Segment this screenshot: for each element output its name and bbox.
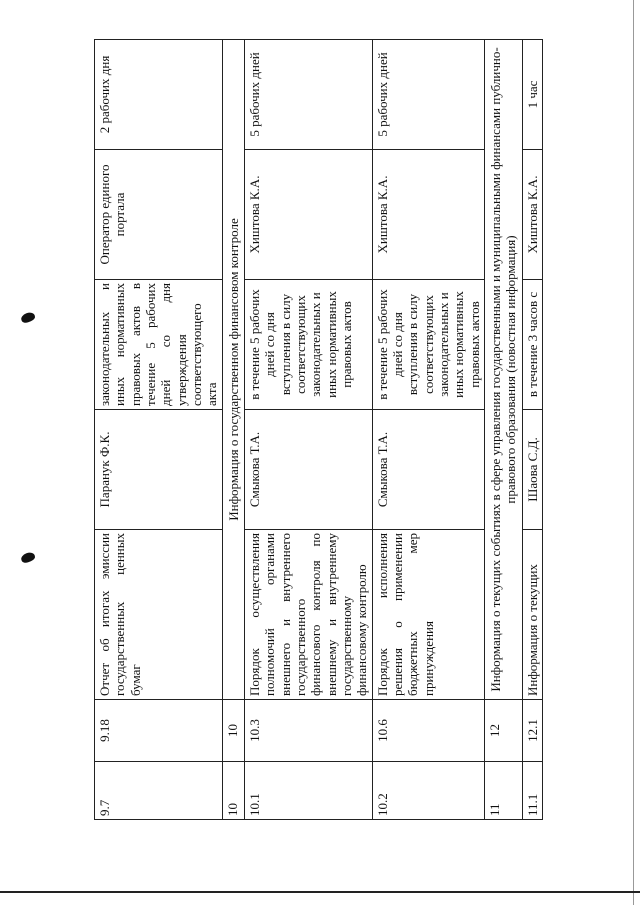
section-row bbox=[222, 40, 244, 820]
item-code: 10.3 bbox=[244, 700, 372, 762]
item-code: 9.18 bbox=[95, 700, 223, 762]
row-number: 11.1 bbox=[522, 762, 542, 820]
publisher: Хиштова К.А. bbox=[522, 150, 542, 280]
publisher: Хиштова К.А. bbox=[244, 150, 372, 280]
item-title: Отчет об итогах эмиссии государственных ценных бумаг bbox=[95, 530, 223, 700]
page-bottom-line bbox=[0, 891, 640, 893]
row-number: 9.7 bbox=[95, 762, 223, 820]
publisher: Хиштова К.А. bbox=[372, 150, 484, 280]
publish-period: 2 рабочих дня bbox=[95, 40, 223, 150]
row-number: 10.2 bbox=[372, 762, 484, 820]
deadline: в течение 5 рабочих дней со дня вступления в силу соответствующих законодательных и иных нормативных правовых актов bbox=[372, 280, 484, 410]
deadline: в течение 3 часов с bbox=[522, 280, 542, 410]
publisher: Оператор единого портала bbox=[95, 150, 223, 280]
publish-period: 5 рабочих дней bbox=[372, 40, 484, 150]
table-row bbox=[372, 40, 484, 820]
table-row bbox=[244, 40, 372, 820]
page-edge-line bbox=[633, 0, 634, 905]
disclosure-table bbox=[94, 39, 543, 820]
table-row bbox=[522, 40, 542, 820]
rotated-page-content bbox=[94, 40, 589, 820]
publish-period: 5 рабочих дней bbox=[244, 40, 372, 150]
binder-hole-mark bbox=[20, 311, 36, 324]
item-title: Порядок исполнения решения о применении бюджетных мер принуждения bbox=[372, 530, 484, 700]
item-code: 10.6 bbox=[372, 700, 484, 762]
item-code: 12 bbox=[484, 700, 522, 762]
row-number: 11 bbox=[484, 762, 522, 820]
row-number: 10.1 bbox=[244, 762, 372, 820]
section-title: Информация о государственном финансовом контроле bbox=[222, 40, 244, 700]
responsible-person: Смыкова Т.А. bbox=[372, 410, 484, 530]
publish-period: 1 час bbox=[522, 40, 542, 150]
responsible-person: Паранук Ф.К. bbox=[95, 410, 223, 530]
table-row bbox=[95, 40, 223, 820]
responsible-person: Смыкова Т.А. bbox=[244, 410, 372, 530]
section-row bbox=[484, 40, 522, 820]
item-title: Информация о текущих bbox=[522, 530, 542, 700]
binder-hole-mark bbox=[20, 551, 36, 564]
deadline: законодательных и иных нормативных правовых актов в течение 5 рабочих дней со дня утверждения соответствующего акта bbox=[95, 280, 223, 410]
deadline: в течение 5 рабочих дней со дня вступления в силу соответствующих законодательных и иных нормативных правовых актов bbox=[244, 280, 372, 410]
item-title: Порядок осуществления полномочий органами внешнего и внутреннего государственного финансового контроля по внешнему и внутреннему государственному финансовому контролю bbox=[244, 530, 372, 700]
section-title: Информация о текущих событиях в сфере управления государственными и муниципальными финансами публично-правового образования (новостная информация) bbox=[484, 40, 522, 700]
item-code: 12.1 bbox=[522, 700, 542, 762]
row-number: 10 bbox=[222, 762, 244, 820]
responsible-person: Шаова С.Д. bbox=[522, 410, 542, 530]
item-code: 10 bbox=[222, 700, 244, 762]
